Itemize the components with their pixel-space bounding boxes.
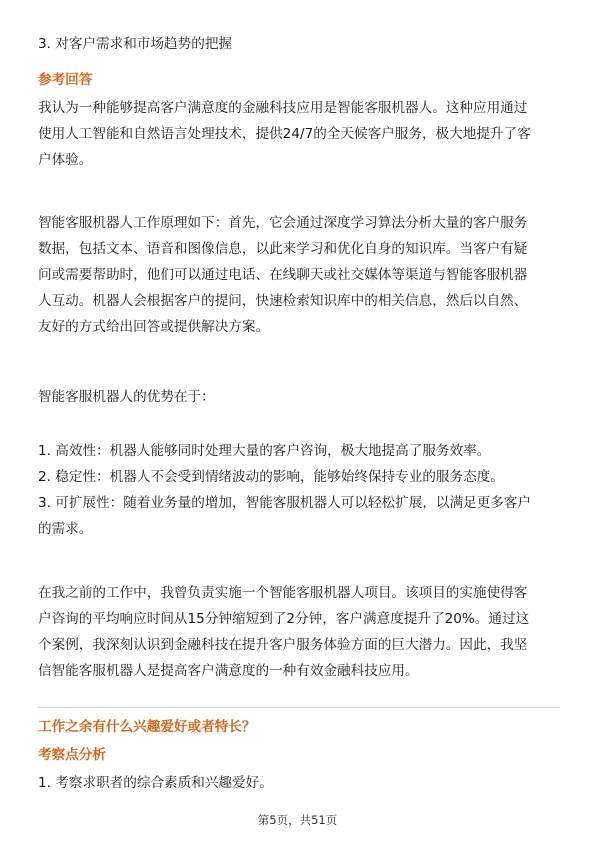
- list-item: 的需求。: [38, 521, 93, 537]
- paragraph-1-line: 使用人工智能和自然语言处理技术，提供24/7的全天候客户服务，极大地提升了客: [38, 126, 531, 142]
- paragraph-1: [38, 95, 560, 173]
- paragraph-3-line: 个案例，我深刻认识到金融科技在提升客户服务体验方面的巨大潜力。因此，我坚: [38, 637, 528, 653]
- top-item: 3. 对客户需求和市场趋势的把握: [38, 36, 233, 52]
- paragraph-1-line: 户体验。: [38, 152, 93, 168]
- list-item: 1. 高效性：机器人能够同时处理大量的客户咨询，极大地提高了服务效率。: [38, 443, 491, 459]
- paragraph-2-line: 智能客服机器人工作原理如下：首先，它会通过深度学习算法分析大量的客户服务: [38, 215, 528, 231]
- paragraph-3-line: 信智能客服机器人是提高客户满意度的一种有效金融科技应用。: [38, 663, 419, 679]
- advantages-intro: 智能客服机器人的优势在于：: [38, 389, 215, 405]
- list-item: 3. 可扩展性：随着业务量的增加，智能客服机器人可以轻松扩展，以满足更多客户: [38, 495, 532, 511]
- answer-heading: 参考回答: [38, 72, 93, 88]
- analysis-item: 1. 考察求职者的综合素质和兴趣爱好。: [38, 775, 273, 791]
- question-heading: 工作之余有什么兴趣爱好或者特长？: [38, 719, 256, 735]
- analysis-heading: 考察点分析: [38, 747, 106, 763]
- paragraph-2-line: 问或需要帮助时，他们可以通过电话、在线聊天或社交媒体等渠道与智能客服机器: [38, 267, 528, 283]
- paragraph-2: [38, 210, 560, 340]
- paragraph-3: [38, 580, 560, 684]
- list-item: 2. 稳定性：机器人不会受到情绪波动的影响，能够始终保持专业的服务态度。: [38, 469, 504, 485]
- paragraph-3-line: 在我之前的工作中，我曾负责实施一个智能客服机器人项目。该项目的实施使得客: [38, 585, 528, 601]
- paragraph-3-line: 户咨询的平均响应时间从15分钟缩短到了2分钟，客户满意度提升了20%。通过这: [38, 611, 530, 627]
- paragraph-2-line: 友好的方式给出回答或提供解决方案。: [38, 319, 270, 335]
- page-number: 第5页，共51页: [257, 813, 338, 827]
- paragraph-2-line: 人互动。机器人会根据客户的提问，快速检索知识库中的相关信息，然后以自然、: [38, 293, 528, 309]
- advantages-list: [38, 438, 560, 542]
- paragraph-2-line: 数据，包括文本、语音和图像信息，以此来学习和优化自身的知识库。当客户有疑: [38, 241, 528, 257]
- section-divider: [38, 707, 560, 708]
- paragraph-1-line: 我认为一种能够提高客户满意度的金融科技应用是智能客服机器人。这种应用通过: [38, 100, 528, 116]
